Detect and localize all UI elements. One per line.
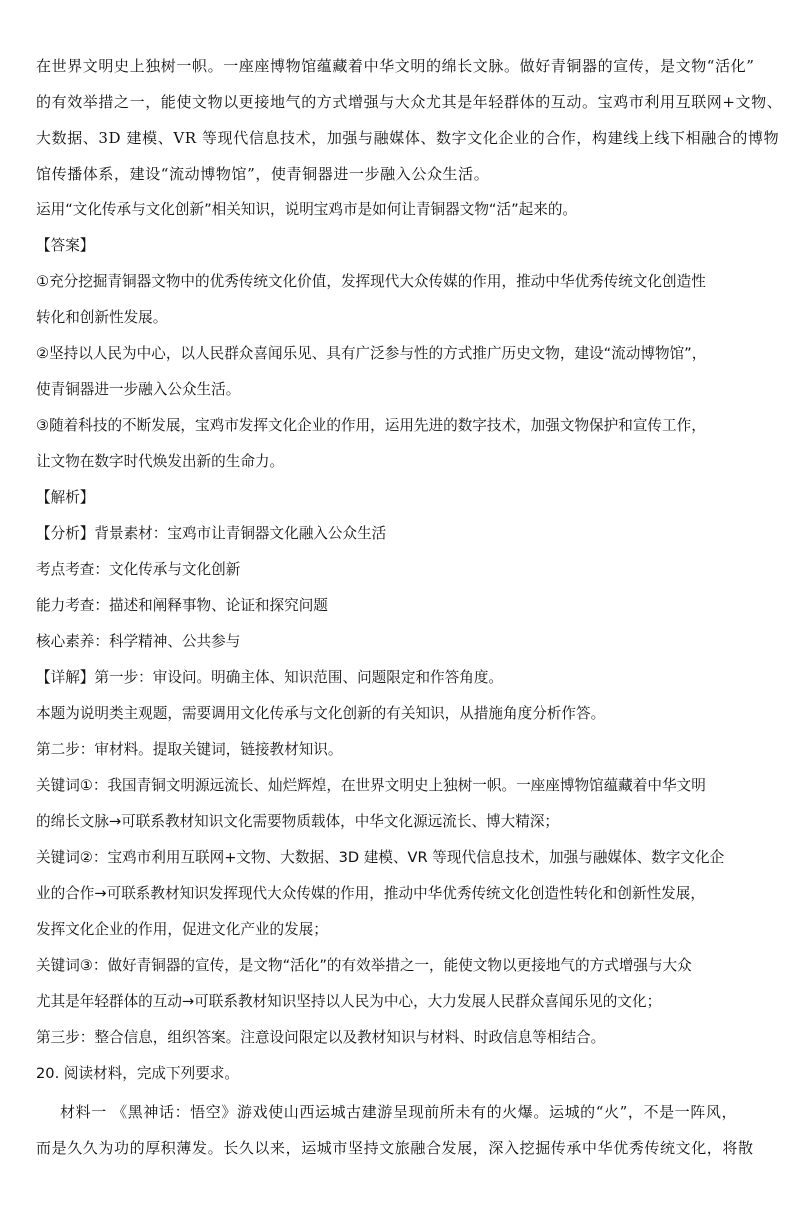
- analysis-line: 尤其是年轻群体的互动→可联系教材知识坚持以人民为中心，大力发展人民群众喜闻乐见的文化；: [36, 993, 662, 1010]
- analysis-line: 考点考查：文化传承与文化创新: [36, 561, 241, 578]
- material-line: 的有效举措之一，能使文物以更接地气的方式增强与大众尤其是年轻群体的互动。宝鸡市利用互联网+文物、: [36, 93, 783, 111]
- analysis-line: 【详解】第一步：审设问。明确主体、知识范围、问题限定和作答角度。: [36, 669, 504, 686]
- next-question-heading: 20. 阅读材料，完成下列要求。: [36, 1065, 239, 1082]
- analysis-line: 关键词①：我国青铜文明源远流长、灿烂辉煌，在世界文明史上独树一帜。一座座博物馆蕴藏着中华文明: [36, 777, 706, 794]
- answer-line: ③随着科技的不断发展，宝鸡市发挥文化企业的作用，运用先进的数字技术，加强文物保护和宣传工作，: [36, 417, 706, 434]
- question-text: 运用“文化传承与文化创新”相关知识，说明宝鸡市是如何让青铜器文物“活”起来的。: [36, 201, 578, 218]
- analysis-line: 的绵长文脉→可联系教材知识文化需要物质载体，中华文化源远流长、博大精深；: [36, 813, 560, 830]
- material-line: 大数据、3D 建模、VR 等现代信息技术，加强与融媒体、数字文化企业的合作，构建线上线下相融合的博物: [36, 129, 780, 147]
- next-material-line: 而是久久为功的厚积薄发。长久以来，运城市坚持文旅融合发展，深入挖掘传承中华优秀传统文化，将散: [36, 1139, 754, 1157]
- answer-line: ②坚持以人民为中心，以人民群众喜闻乐见、具有广泛参与性的方式推广历史文物，建设“流动博物馆”，: [36, 345, 707, 362]
- answer-heading: 【答案】: [36, 237, 95, 254]
- material-line: 馆传播体系，建设“流动博物馆”，使青铜器进一步融入公众生活。: [36, 165, 490, 183]
- analysis-line: 业的合作→可联系教材知识发挥现代大众传媒的作用，推动中华优秀传统文化创造性转化和创新性发展，: [36, 885, 705, 902]
- analysis-line: 关键词③：做好青铜器的宣传，是文物“活化”的有效举措之一，能使文物以更接地气的方式增强与大众: [36, 957, 692, 974]
- answer-line: 转化和创新性发展。: [36, 309, 168, 326]
- next-material-line: 材料一 《黑神话：悟空》游戏使山西运城古建游呈现前所未有的火爆。运城的“火”，不是一阵风，: [60, 1103, 738, 1121]
- analysis-line: 关键词②：宝鸡市利用互联网+文物、大数据、3D 建模、VR 等现代信息技术，加强与融媒体、数字文化企: [36, 849, 725, 866]
- answer-line: 让文物在数字时代焕发出新的生命力。: [36, 453, 285, 470]
- analysis-line: 能力考查：描述和阐释事物、论证和探究问题: [36, 597, 328, 614]
- analysis-line: 【分析】背景素材：宝鸡市让青铜器文化融入公众生活: [36, 525, 387, 542]
- analysis-line: 核心素养：科学精神、公共参与: [36, 633, 241, 650]
- analysis-line: 本题为说明类主观题，需要调用文化传承与文化创新的有关知识，从措施角度分析作答。: [36, 705, 606, 722]
- analysis-line: 发挥文化企业的作用，促进文化产业的发展；: [36, 921, 328, 938]
- analysis-line: 第三步：整合信息，组织答案。注意设问限定以及教材知识与材料、时政信息等相结合。: [36, 1029, 606, 1046]
- analysis-heading: 【解析】: [36, 489, 95, 506]
- analysis-line: 第二步：审材料。提取关键词，链接教材知识。: [36, 741, 343, 758]
- answer-line: 使青铜器进一步融入公众生活。: [36, 381, 241, 398]
- material-line: 在世界文明史上独树一帜。一座座博物馆蕴藏着中华文明的绵长文脉。做好青铜器的宣传，是文物“活化”: [36, 57, 755, 75]
- answer-line: ①充分挖掘青铜器文物中的优秀传统文化价值，发挥现代大众传媒的作用，推动中华优秀传统文化创造性: [36, 273, 706, 290]
